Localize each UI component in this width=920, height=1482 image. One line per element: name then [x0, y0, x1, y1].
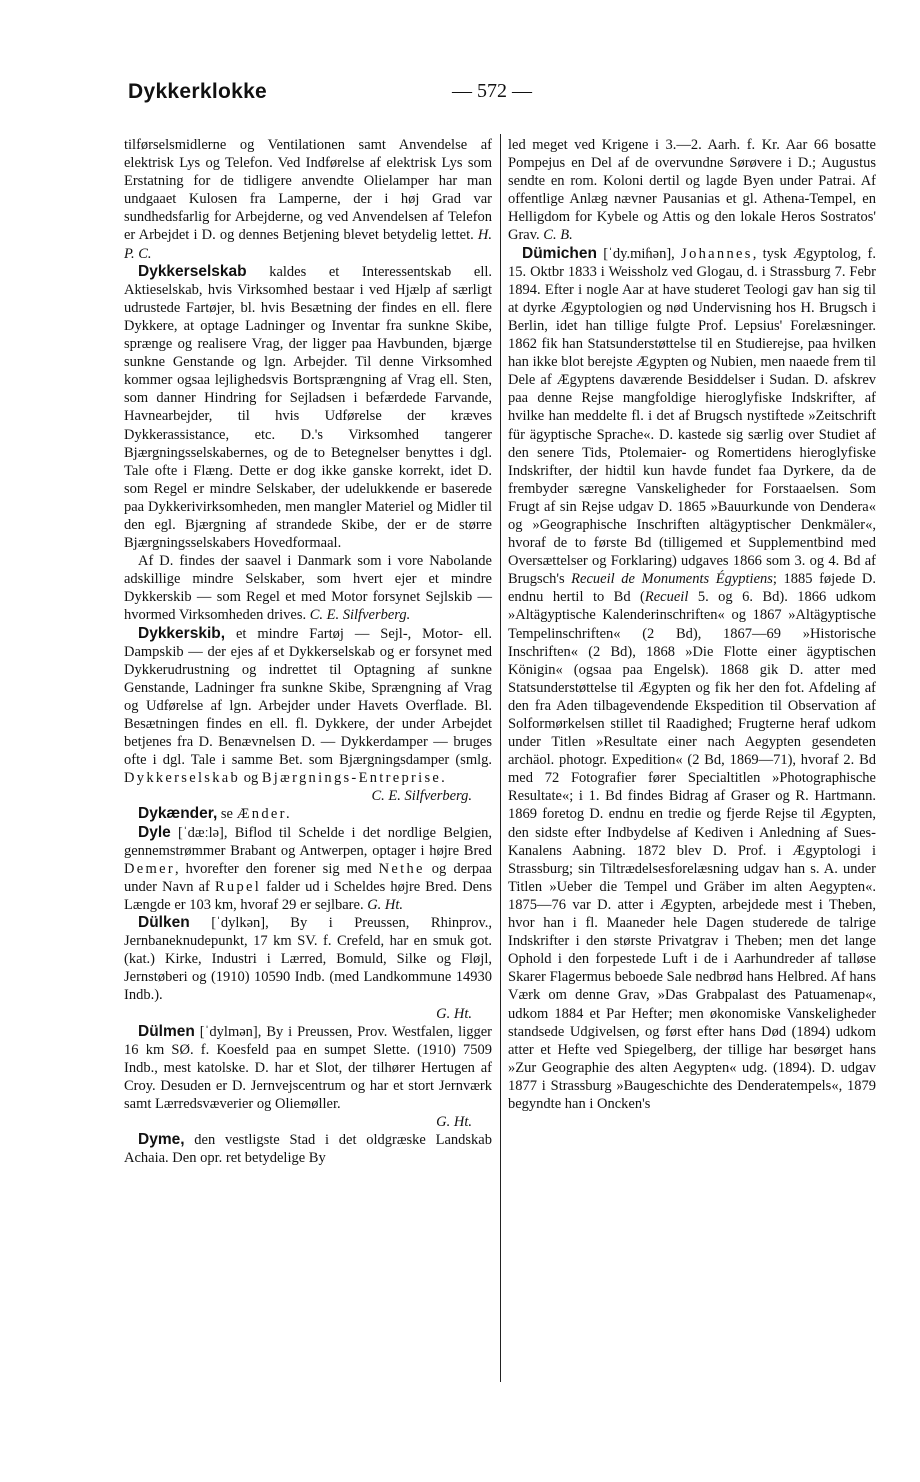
right-column: [508, 136, 876, 1113]
author-signature: H. P. C.: [124, 227, 493, 262]
cross-reference: Rupel: [214, 878, 262, 895]
cross-reference: Demer: [124, 860, 175, 877]
author-signature: G. Ht.: [436, 1005, 472, 1022]
entry-dyme: Dyme, den vestligste Stad i det oldgræske Landskab Achaia. Den opr. ret betydelige By: [124, 1131, 492, 1167]
work-title: Recueil: [644, 589, 689, 606]
author-signature: C. B.: [543, 227, 573, 244]
cross-reference: Bjærgnings-Entreprise.: [261, 770, 448, 787]
entry-dykkerselskab: Dykkerselskab kaldes et Interessentskab ell. Aktieselskab, hvis Virksomhed bestaar i ved Hjælp af særligt udrustede Fartøjer, bl. hvis Besætning der findes en ell. flere Dykkere, at optage Ladninger og Inventar fra sunkne Skibe, sprænge og realisere Vrag, der ligger paa Havbunden, bjærge sunkne Genstande og lgn. Arbejder. Til denne Virksomhed kommer ogsaa lejlighedsvis Bortsprængning af Vrag ell. Sten, som danner Hindring for Sejladsen i befærdede Farvande, Havnearbejder, til hvis Udførelse der kræves Dykkerassistance, etc. D.'s Virksomhed tangerer Bjærgningsselskabernes, og de to Betegnelser benyttes i dgl. Tale ofte i Flæng. Dette er dog ikke ganske korrekt, idet D. som Regel er mindre Selskaber, der udelukkende er baserede paa Dykkerivirksomheden, men mangler Materiel og Midler til den egl. Bjærgning af strandede Skibe, der er de større Bjærgningsselskabers Hovedformaal.: [124, 262, 492, 552]
entry-dykkerskib: Dykkerskib, et mindre Fartøj — Sejl-, Motor- ell. Dampskib — der ejes af et Dykkerselskab og er forsynet med Dykkerudrustning og indrettet til Optagning af sunkne Genstande, Ladninger fra sunkne Skibe, Sprængning af Vrag og Udførelse af lgn. Arbejder under Havets Overflade. Bl. Besætningen findes en ell. fl. Dykkere, der under Arbejdet betjenes fra D. Benævnelsen D. — Dykkerdamper — bruges ofte i dgl. Tale i samme Bet. som Bjærgningsdamper (smlg. Dykkerselskab og Bjærgnings-Entreprise. C. E. Silfverberg.: [124, 624, 492, 805]
entry-paragraph: Af D. findes der saavel i Danmark som i vore Nabolande adskillige mindre Selskaber, som hvert ejer et mindre Dykkerskib — som Regel et med Motor forsynet Sejlskib — hvormed Virksomheden drives. C. E. Silfverberg.: [124, 553, 492, 624]
page-number: — 572 —: [452, 80, 532, 102]
entry-headword: Dykkerskib,: [138, 624, 226, 642]
running-headword: Dykkerklokke: [128, 80, 268, 103]
entry-dyle: Dyle [ˈdæːlə], Biflod til Schelde i det nordlige Belgien, gennemstrømmer Brabant og Antwerpen, optager i højre Bred Demer, hvorefter den forener sig med Nethe og derpaa under Navn af Rupel falder ud i Scheldes højre Bred. Dens Længde er 103 km, hvoraf 29 er sejlbare. G. Ht.: [124, 823, 492, 913]
author-signature: G. Ht.: [367, 896, 404, 913]
entry-continuation: led meget ved Krigene i 3.—2. Aarh. f. Kr. Aar 66 bosatte Pompejus en Del af de overvundne Sørøvere i D.; Augustus sendte en rom. Koloni dertil og lagde Byen under Patrai. Af offentlige Anlæg nævner Pausanias et gl. Athena-Tempel, en Helligdom for Kybele og Attis og den lokale Heros Sostratos' Grav. C. B.: [508, 137, 876, 244]
entry-headword: Dülmen: [138, 1022, 195, 1040]
cross-reference: Nethe: [378, 860, 425, 877]
author-signature: G. Ht.: [436, 1114, 472, 1131]
entry-dulmen: Dülmen [ˈdylmən], By i Preussen, Prov. Westfalen, ligger 16 km SØ. f. Koesfeld paa en sumpet Slette. (1910) 7509 Indb., mest katolske. D. har et Slot, der tilhører Hertugen af Croy. Desuden er D. Jernvejscentrum og har et stort Jernværk samt Lærredsvæverier og Oliemøller. G. Ht.: [124, 1022, 492, 1131]
entry-dykaender: Dykænder, se Ænder.: [138, 805, 292, 823]
entry-dumichen: Dümichen [ˈdy.miɦən], Johannes, tysk Ægyptolog, f. 15. Oktbr 1833 i Weissholz ved Glogau, d. i Strassburg 7. Febr 1894. Efter i nogle Aar at have studeret Teologi gav han sig til at dyrke Ægyptologien og nød Undervisning hos H. Brugsch i Berlin, idet han tillige fulgte Prof. Lepsius' Forelæsninger. 1862 fik han Statsunderstøttelse til en Studierejse, paa hvilken han ikke blot berejste Ægypten og Nubien, men naaede frem til Dele af Ægyptens daværende Besiddelser i Sudan. D. afskrev paa denne Rejse mangfoldige hieroglyfiske Indskrifter, af hvilke han meddelte fl. i det af Brugsch nystiftede »Zeitschrift für ägyptische Sprache«. D. kastede sig særlig over Studiet af den senere Tids, Ptolemaier- og Romertidens hieroglyfiske Indskrifter, der hidtil kun havde fundet faa Dyrkere, da de frembyder særegne Vanskeligheder for Forstaaelsen. Som Frugt af sin Rejse udgav D. 1865 »Bauurkunde von Dendera« og »Geographische Inschriften altägyptischer Denkmäler«, hvoraf de to første Bd (tilligemed et Supplementbind med Oversættelser og Forklaring) udgaves 1866 som 3. og 4. Bd af Brugsch's Recueil de Monuments Égyptiens; 1885 føjede D. endnu hertil to Bd (Recueil 5. og 6. Bd). 1866 udkom »Altägyptische Kalenderinschriften« og 1867 »Altägyptische Tempelinschriften« (2 Bd), 1867—69 »Historische Inschriften« (2 Bd), 1868 »Die Flotte einer ägyptischen Königin« (ogsaa paa Engelsk). 1868 gik D. atter med Statsunderstøttelse til Ægypten og fik her den fot. Afdeling af den fra Aden tilbagevendende Ekspedition til Observation af Solformørkelsen stillet til Raadighed; Frugterne heraf udkom under Titlen »Resultate einer nach Aegypten gesendeten archäol. photogr. Expedition« (2 Bd, 1869—71), hvoraf 2. Bd med 72 Fotografier fører Specialtitlen »Photographische Resultate«; i 1. Bd findes Bidrag af Graser og R. Hartmann. 1869 foretog D. endnu en tredie og fjerde Rejse til Ægypten, den sidste efter Indbydelse af Kediven i Anledning af Sues-Kanalens Aabning. 1872 blev D. Prof. i Ægyptologi i Strassburg; sin Tiltrædelsesforelæsning udgav han s. A. under Titlen »Ueber die Tempel und Gräber im alten Aegypten«. 1875—76 var D. atter i Ægypten, arbejdede mest i Theben, hvor han i fl. Maaneder hele Dagen studerede de talrige Indskrifter i den største Privatgrav i Theben; men det lange Ophold i den forpestede Luft i de i Aarhundreder af talløse Skarer Flagermus beboede Sale nedbrød hans Helbred. Af hans Værk om denne Grav, »Das Grabpalast des Patuamenap«, udkom 1884 et Par Hefter; men økonomiske Vanskeligheder standsede Udgivelsen, og først efter hans Død (1894) udkom atter et Hefte ved Spiegelberg, der tillige har besørget hans »Zur Geographie des alten Aegypten« udg. (1894). D. udgav 1877 i Strassburg »Baugeschichte des Denderatempels«, 1879 begyndte han i Oncken's: [508, 244, 876, 1112]
entry-headword: Dülken: [138, 914, 190, 932]
entry-headword: Dyle: [138, 823, 171, 841]
page-header: [128, 80, 880, 110]
author-signature: C. E. Silfverberg.: [371, 788, 472, 805]
cross-reference: Dykkerselskab: [124, 770, 241, 787]
column-divider: [500, 134, 501, 1382]
author-signature: C. E. Silfverberg.: [309, 607, 411, 624]
left-column: [124, 136, 492, 1167]
person-name: Johannes: [681, 245, 753, 262]
work-title: Recueil de Monuments Égyptiens: [571, 571, 773, 588]
entry-headword: Dümichen: [522, 244, 597, 262]
entry-headword: Dykænder,: [138, 805, 218, 823]
cross-reference: Ænder.: [236, 806, 292, 823]
entry-continuation: tilførselsmidlerne og Ventilationen samt Anvendelse af elektrisk Lys og Telefon. Ved Indførelse af elektrisk Lys som Erstatning for de tidligere anvendte Olielamper har man undgaaet Kulosen fra Lamperne, der i høj Grad var sundhedsfarlig for Arbejderne, og ved Anvendelsen af Telefon er Arbejdet i D. og dennes Betjening blevet betydelig lettet. H. P. C.: [124, 137, 493, 262]
entry-dulken: Dülken [ˈdylkən], By i Preussen, Rhinprov., Jernbaneknudepunkt, 17 km SV. f. Crefeld, har en smuk got. (kat.) Kirke, Industri i Lærred, Bomuld, Silke og Fløjl, Jernstøberi og (1910) 10590 Indb. (med Landkommune 14930 Indb.). G. Ht.: [124, 914, 492, 1022]
entry-headword: Dykkerselskab: [138, 262, 247, 280]
entry-headword: Dyme,: [138, 1131, 185, 1149]
